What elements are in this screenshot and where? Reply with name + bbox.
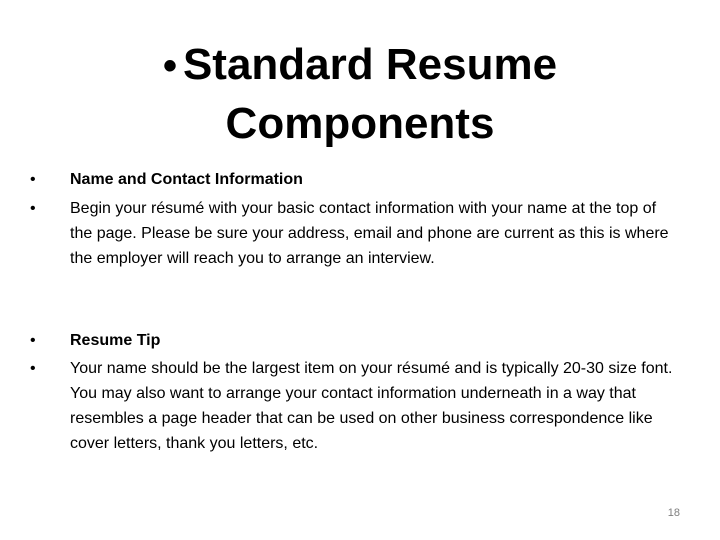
bullet-icon: •	[30, 360, 36, 377]
bullet-icon: •	[30, 332, 36, 349]
section-heading-resume-tip	[30, 328, 680, 353]
section-body-text: Begin your résumé with your basic contact information with your name at the top of the page. Please be sure your address, email and phone are current as this is where the employer will reach you to arrange an interview.	[70, 200, 669, 267]
bullet-icon: •	[30, 200, 36, 217]
section-heading-text: Resume Tip	[70, 332, 161, 349]
slide-title-text: Standard Resume Components	[182, 40, 558, 148]
section-body-resume-tip	[30, 356, 680, 456]
title-bullet-icon: •	[162, 44, 177, 88]
bullet-icon: •	[30, 171, 36, 188]
section-heading-contact	[30, 167, 680, 192]
page-number: 18	[667, 507, 680, 519]
section-heading-text: Name and Contact Information	[70, 171, 303, 188]
section-body-text: Your name should be the largest item on your résumé and is typically 20-30 size font. You may also want to arrange your contact information underneath in a way that resembles a page header that can be used on other business correspondence like cover letters, thank you letters, etc.	[70, 360, 673, 452]
section-body-contact	[30, 196, 680, 271]
